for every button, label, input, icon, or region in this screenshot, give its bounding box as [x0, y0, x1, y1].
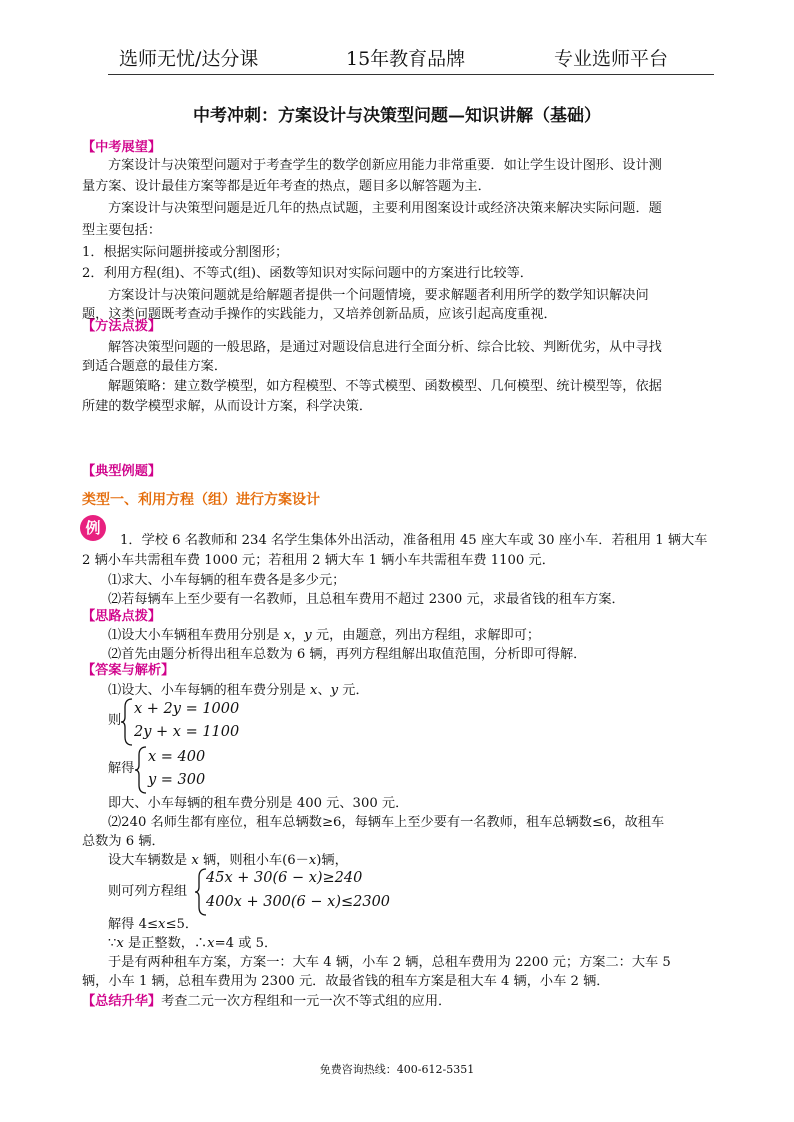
page-title: 中考冲刺：方案设计与决策型问题—知识讲解（基础） [193, 106, 601, 126]
equation: x + 2y = 1000 [134, 701, 240, 717]
section-zhongkao: 【中考展望】 [82, 140, 162, 155]
section-daan: 【答案与解析】 [82, 663, 175, 678]
section-silu: 【思路点拨】 [82, 609, 162, 624]
answer-line: 辆，小车 1 辆，总租车费用为 2300 元．故最省钱的租车方案是租大车 4 辆，小车 2 辆． [82, 974, 610, 989]
equation: 2y + x = 1100 [134, 724, 240, 740]
equation: x = 400 [148, 749, 206, 765]
question-line: ⑴求大、小车每辆的租车费各是多少元； [108, 573, 346, 588]
paragraph-line: 量方案、设计最佳方案等都是近年考查的热点，题目多以解答题为主． [82, 179, 491, 194]
summary-line: 【总结升华】考查二元一次方程组和一元一次不等式组的应用． [82, 994, 452, 1009]
paragraph-line: 所建的数学模型求解，从而设计方案，科学决策． [82, 399, 373, 414]
paragraph-line: 解答决策型问题的一般思路，是通过对题设信息进行全面分析、综合比较、判断优劣，从中寻找 [108, 340, 662, 355]
section-fangfa: 【方法点拨】 [82, 319, 162, 334]
label-jiede: 解得 [108, 761, 135, 776]
section-zongjie: 【总结升华】 [82, 994, 162, 1009]
label-fangchengzu: 则可列方程组 [108, 884, 188, 899]
paragraph-line: 型主要包括： [82, 223, 162, 238]
question-line: 2 辆小车共需租车费 1000 元；若租用 2 辆大车 1 辆小车共需租车费 1100 元． [82, 553, 555, 568]
hint-line: ⑴设大小车辆租车费用分别是 x，y 元，由题意，列出方程组，求解即可； [108, 628, 541, 643]
paragraph-line: 到适合题意的最佳方案． [82, 359, 228, 374]
label-ze: 则 [108, 713, 122, 728]
paragraph-line: 题，这类问题既考查动手操作的实践能力，又培养创新品质，应该引起高度重视． [82, 307, 557, 322]
equation: y = 300 [148, 772, 206, 788]
footer-hotline: 免费咨询热线：400-612-5351 [319, 1063, 475, 1076]
answer-line: 解得 4≤x≤5． [108, 917, 199, 932]
answer-line: 总数为 6 辆． [82, 834, 165, 849]
paragraph-line: 方案设计与决策型问题是近几年的热点试题，主要利用图案设计或经济决策来解决实际问题．题 [108, 201, 662, 216]
answer-line: ∵x 是正整数，∴x=4 或 5． [108, 936, 278, 951]
paragraph-line: 解题策略：建立数学模型，如方程模型、不等式模型、函数模型、几何模型、统计模型等，依据 [108, 379, 662, 394]
header-center: 15年教育品牌 [346, 48, 466, 70]
header-rule [108, 74, 714, 75]
page-header [108, 48, 714, 70]
brace-icon [120, 697, 134, 747]
answer-line: 设大车辆数是 x 辆，则租小车(6－x)辆， [108, 853, 348, 868]
paragraph-line: 方案设计与决策型问题对于考查学生的数学创新应用能力非常重要．如让学生设计图形、设计测 [108, 158, 662, 173]
answer-line: ⑴设大、小车每辆的租车费分别是 x、y 元． [108, 683, 369, 698]
hint-line: ⑵首先由题分析得出租车总数为 6 辆，再列方程组解出取值范围，分析即可得解． [108, 647, 587, 662]
inequality: 400x + 300(6 − x)≤2300 [206, 894, 391, 910]
brace-icon [134, 745, 148, 795]
section-leixing1: 类型一、利用方程（组）进行方案设计 [82, 492, 320, 508]
answer-line: ⑵240 名师生都有座位，租车总辆数≥6，每辆车上至少要有一名教师，租车总辆数≤6，故租车 [108, 815, 665, 830]
question-line: 1．学校 6 名教师和 234 名学生集体外出活动，准备租用 45 座大车或 30 座小车．若租用 1 辆大车 [120, 533, 708, 548]
question-line: ⑵若每辆车上至少要有一名教师，且总租车费用不超过 2300 元，求最省钱的租车方案． [108, 592, 625, 607]
answer-line: 即大、小车每辆的租车费分别是 400 元、300 元． [108, 796, 409, 811]
paragraph-line: 方案设计与决策问题就是给解题者提供一个问题情境，要求解题者利用所学的数学知识解决问 [108, 288, 649, 303]
header-left: 选师无忧/达分课 [119, 48, 259, 70]
section-dianxing: 【典型例题】 [82, 464, 162, 479]
list-item: 1．根据实际问题拼接或分割图形； [82, 245, 289, 260]
example-badge: 例 [80, 515, 106, 541]
header-right: 专业选师平台 [554, 48, 669, 70]
answer-line: 于是有两种租车方案，方案一：大车 4 辆，小车 2 辆，总租车费用为 2200 元；方案二：大车 5 [108, 955, 671, 970]
list-item: 2．利用方程(组)、不等式(组)、函数等知识对实际问题中的方案进行比较等． [82, 266, 533, 281]
inequality: 45x + 30(6 − x)≥240 [206, 870, 363, 886]
